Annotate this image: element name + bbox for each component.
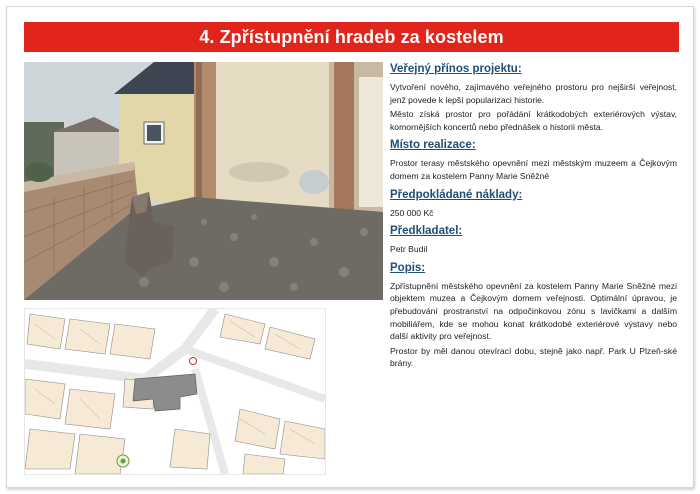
section-paragraph: Město získá prostor pro pořádání krátkodobých exteriérových výstav, komornějších koncertů nebo přednášek o historii města. — [390, 109, 677, 132]
section-public-benefit — [390, 62, 677, 133]
page-title: 4. Zpřístupnění hradeb za kostelem — [24, 22, 679, 52]
section-heading: Veřejný přínos projektu: — [390, 63, 522, 75]
section-heading: Předpokládané náklady: — [390, 188, 523, 201]
section-submitter — [390, 224, 677, 256]
section-heading: Popis: — [390, 261, 426, 274]
section-location — [390, 138, 677, 182]
section-heading: Místo realizace: — [390, 139, 476, 152]
cadastral-map — [24, 308, 326, 475]
section-costs — [390, 188, 677, 220]
section-paragraph: Vytvoření nového, zajímavého veřejného prostoru pro nejširší veřejnost, jenž povede k lepší popularizaci historie. — [390, 82, 677, 105]
site-photo — [24, 62, 383, 300]
section-paragraph: 250 000 Kč — [390, 207, 434, 218]
section-paragraph: Petr Budil — [390, 244, 428, 255]
section-heading: Předkladatel: — [390, 225, 463, 238]
section-paragraph: Prostor terasy městského opevnění mezi městským muzeem a Čejkovým domem za kostelem Panny Marie Sněžné — [390, 158, 677, 181]
section-description — [390, 261, 677, 370]
project-details — [390, 62, 677, 375]
section-paragraph: Prostor by měl danou otevírací dobu, stejně jako např. Park U Plzeň-ské brány. — [390, 345, 677, 369]
section-paragraph: Zpřístupnění městského opevnění za kostelem Panny Marie Sněžné mezi objektem muzea a Čejkovým domem veřejnosti. Optimální úpravou, je přebudování prostranství na odpočinkovou zónu s lavičkami a dalším mobiliářem, kde se mohou konat krátkodobé exteriérové výstavy nebo další aktivity pro veřejnost. — [390, 280, 677, 342]
